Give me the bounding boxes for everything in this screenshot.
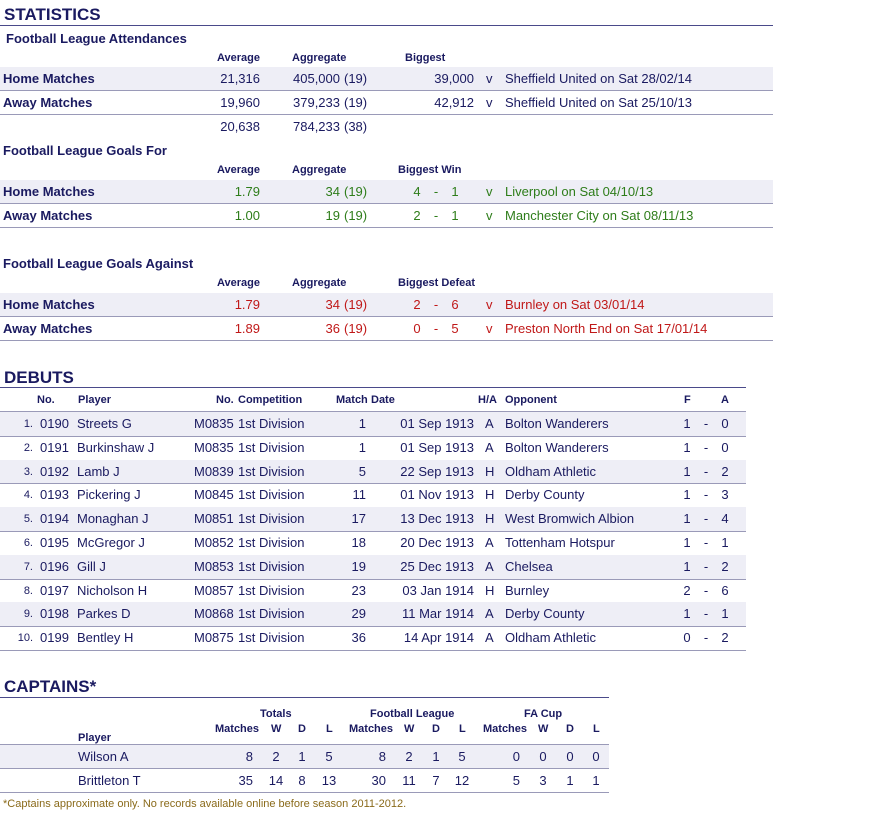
aggregate-value: 36	[325, 321, 340, 336]
totals-matches: 8	[245, 749, 253, 764]
average-total: 20,638	[220, 119, 260, 134]
score-dash: -	[433, 208, 439, 223]
match-date: 25 Dec 1913	[400, 558, 474, 574]
debut-row	[0, 507, 746, 531]
captains-header-cup-l: L	[593, 723, 600, 735]
totals-d: 1	[298, 749, 306, 764]
row-index: 9.	[23, 608, 33, 621]
score-against: 1	[721, 606, 729, 622]
competition: 1st Division	[238, 558, 305, 574]
match-date: 11 Mar 1914	[401, 606, 474, 622]
cup-d: 1	[566, 773, 574, 788]
biggest-detail: Liverpool on Sat 04/10/13	[505, 184, 654, 199]
match-number: M0839	[194, 463, 234, 479]
player-number: 0190	[40, 416, 69, 431]
debut-row	[0, 626, 746, 650]
goals-against-row-home	[0, 293, 773, 317]
score-for: 1	[683, 487, 691, 503]
score-against: 4	[721, 511, 729, 527]
score-for: 4	[413, 184, 421, 199]
score-against: 5	[451, 321, 459, 336]
goals-against-header-aggregate: Aggregate	[292, 277, 347, 289]
match-number: M0851	[194, 511, 234, 527]
captains-title-rule	[0, 697, 609, 698]
score-dash: -	[703, 487, 709, 503]
biggest-detail: Sheffield United on Sat 28/02/14	[505, 71, 692, 86]
debut-row	[0, 412, 746, 436]
competition: 1st Division	[238, 535, 305, 550]
row-label: Away Matches	[3, 321, 93, 336]
row-index: 3.	[23, 465, 33, 478]
captains-title: CAPTAINS*	[4, 677, 97, 696]
totals-matches: 35	[238, 773, 253, 788]
home-away: H	[485, 463, 495, 479]
home-away: A	[485, 416, 494, 431]
match-date: 01 Nov 1913	[400, 487, 474, 503]
score-against: 0	[721, 416, 729, 431]
goals-for-row-home	[0, 180, 773, 204]
statistics-title: STATISTICS	[4, 5, 101, 24]
debuts-header-ha: H/A	[478, 394, 497, 406]
score-dash: -	[703, 558, 709, 574]
score-for: 2	[413, 208, 421, 223]
opponent: Chelsea	[505, 558, 553, 574]
match-number: M0875	[194, 630, 234, 646]
score-against: 6	[721, 582, 729, 598]
match-number: M0845	[194, 487, 234, 503]
home-away: A	[485, 558, 494, 574]
opponent: Derby County	[505, 606, 585, 622]
biggest-value: 39,000	[434, 71, 474, 86]
captains-header-player: Player	[78, 732, 112, 744]
home-away: H	[485, 582, 495, 598]
captains-header-totals-matches: Matches	[215, 723, 260, 735]
opponent: Burnley	[505, 582, 550, 598]
match-date: 01 Sep 1913	[400, 416, 474, 431]
debuts-header-player: Player	[78, 394, 112, 406]
row-divider	[0, 227, 773, 228]
versus-label: v	[486, 208, 493, 223]
row-divider	[0, 792, 609, 793]
match-in-season: 5	[358, 463, 366, 479]
score-against: 2	[721, 630, 729, 646]
aggregate-count: (19)	[344, 321, 368, 336]
aggregate-total-count: (38)	[344, 119, 368, 134]
totals-l: 13	[321, 773, 337, 788]
score-for: 0	[683, 630, 691, 646]
captains-header-league-matches: Matches	[349, 723, 394, 735]
debut-row	[0, 483, 746, 507]
row-label: Home Matches	[3, 71, 95, 86]
score-for: 1	[683, 416, 691, 431]
biggest-detail: Burnley on Sat 03/01/14	[505, 297, 645, 312]
row-divider	[0, 650, 746, 651]
score-dash: -	[703, 582, 709, 598]
debuts-header-opponent: Opponent	[505, 394, 557, 406]
player-number: 0199	[40, 630, 69, 646]
goals-for-title: Football League Goals For	[3, 143, 167, 158]
score-for: 1	[683, 558, 691, 574]
attendances-title: Football League Attendances	[6, 31, 187, 46]
score-against: 1	[721, 535, 729, 550]
league-w: 11	[402, 773, 416, 788]
average-value: 1.89	[234, 321, 260, 336]
captains-header-cup-matches: Matches	[483, 723, 528, 735]
league-d: 1	[432, 749, 440, 764]
score-for: 0	[413, 321, 421, 336]
totals-l: 5	[325, 749, 333, 764]
aggregate-value: 405,000	[293, 71, 340, 86]
competition: 1st Division	[238, 511, 305, 527]
player-name: Pickering J	[77, 487, 141, 503]
debut-row	[0, 602, 746, 626]
average-value: 19,960	[220, 95, 260, 110]
aggregate-value: 379,233	[293, 95, 340, 110]
aggregate-count: (19)	[344, 71, 368, 86]
goals-against-header-average: Average	[217, 277, 261, 289]
score-against: 0	[721, 439, 729, 455]
home-away: H	[485, 487, 495, 503]
home-away: A	[485, 630, 494, 646]
match-number: M0835	[194, 416, 234, 431]
biggest-detail: Preston North End on Sat 17/01/14	[505, 321, 708, 336]
competition: 1st Division	[238, 582, 305, 598]
player-number: 0196	[40, 558, 69, 574]
goals-for-header-aggregate: Aggregate	[292, 164, 347, 176]
player-name: Lamb J	[77, 463, 120, 479]
average-value: 1.00	[234, 208, 260, 223]
score-dash: -	[703, 630, 709, 646]
aggregate-value: 34	[325, 297, 340, 312]
debut-row	[0, 436, 746, 460]
aggregate-count: (19)	[344, 184, 368, 199]
captains-header-cup-w: W	[538, 723, 549, 735]
opponent: Oldham Athletic	[505, 630, 597, 646]
biggest-detail: Sheffield United on Sat 25/10/13	[505, 95, 692, 110]
player-name: Monaghan J	[77, 511, 149, 527]
attendances-row-away	[0, 91, 773, 115]
row-divider	[0, 411, 746, 412]
cup-w: 0	[539, 749, 547, 764]
score-against: 1	[451, 184, 459, 199]
debuts-header-match: Match	[336, 394, 368, 406]
opponent: Oldham Athletic	[505, 463, 597, 479]
score-dash: -	[703, 439, 709, 455]
opponent: Tottenham Hotspur	[505, 535, 615, 550]
match-number: M0857	[194, 582, 234, 598]
captains-header-totals-l: L	[326, 723, 333, 735]
goals-for-header-biggest: Biggest Win	[398, 164, 462, 176]
opponent: Derby County	[505, 487, 585, 503]
score-for: 2	[683, 582, 691, 598]
captains-group-cup: FA Cup	[524, 708, 563, 720]
player-number: 0198	[40, 606, 69, 622]
row-index: 4.	[23, 489, 33, 502]
score-for: 2	[413, 297, 421, 312]
biggest-value: 42,912	[434, 95, 474, 110]
match-date: 20 Dec 1913	[400, 535, 474, 550]
captains-header-league-d: D	[432, 723, 440, 735]
player-name: Parkes D	[77, 606, 131, 622]
player-number: 0191	[40, 439, 69, 455]
debut-row	[0, 460, 746, 484]
goals-for-row-away	[0, 204, 773, 228]
score-against: 2	[721, 463, 729, 479]
score-for: 1	[683, 535, 691, 550]
match-date: 14 Apr 1914	[403, 630, 474, 646]
row-index: 6.	[23, 537, 33, 549]
match-number: M0835	[194, 439, 234, 455]
debuts-title-rule	[0, 387, 746, 388]
aggregate-count: (19)	[344, 297, 368, 312]
score-against: 6	[451, 297, 459, 312]
attendances-row-home	[0, 67, 773, 91]
debuts-header-match-no: No.	[216, 394, 234, 406]
player-number: 0194	[40, 511, 69, 527]
goals-against-row-away	[0, 317, 773, 341]
captains-header-league-w: W	[404, 723, 415, 735]
debuts-header-date: Date	[371, 394, 395, 406]
row-label: Away Matches	[3, 208, 93, 223]
attendances-header-biggest: Biggest	[405, 52, 446, 64]
attendances-header-average: Average	[217, 52, 261, 64]
player-number: 0195	[40, 535, 69, 550]
competition: 1st Division	[238, 487, 305, 503]
league-w: 2	[405, 749, 413, 764]
league-l: 5	[458, 749, 466, 764]
score-dash: -	[703, 511, 709, 527]
row-index: 8.	[23, 584, 33, 597]
score-for: 1	[683, 606, 691, 622]
cup-d: 0	[566, 749, 574, 764]
match-date: 03 Jan 1914	[402, 582, 474, 598]
competition: 1st Division	[238, 606, 305, 622]
match-in-season: 17	[351, 511, 366, 527]
debuts-header-no: No.	[37, 394, 55, 406]
row-index: 10.	[17, 632, 33, 645]
versus-label: v	[486, 321, 493, 336]
versus-label: v	[486, 71, 493, 86]
captains-header-totals-d: D	[298, 723, 306, 735]
versus-label: v	[486, 297, 493, 312]
match-in-season: 36	[351, 630, 366, 646]
captain-row	[0, 745, 609, 769]
debuts-title: DEBUTS	[4, 368, 74, 387]
captains-group-totals: Totals	[260, 708, 292, 720]
match-date: 01 Sep 1913	[400, 439, 474, 455]
score-dash: -	[703, 535, 709, 550]
average-value: 1.79	[234, 184, 260, 199]
average-value: 21,316	[220, 71, 260, 86]
competition: 1st Division	[238, 439, 305, 455]
match-date: 22 Sep 1913	[400, 463, 474, 479]
captains-header-cup-d: D	[566, 723, 574, 735]
row-index: 7.	[23, 560, 33, 573]
league-d: 7	[432, 773, 440, 788]
score-dash: -	[433, 297, 439, 312]
score-for: 1	[683, 463, 691, 479]
league-matches: 8	[378, 749, 386, 764]
score-against: 1	[451, 208, 459, 223]
match-number: M0852	[194, 535, 234, 550]
match-in-season: 1	[358, 416, 366, 431]
match-in-season: 29	[351, 606, 366, 622]
home-away: A	[485, 535, 494, 550]
row-label: Away Matches	[3, 95, 93, 110]
match-in-season: 23	[351, 582, 366, 598]
row-index: 2.	[23, 441, 33, 454]
totals-d: 8	[298, 773, 306, 788]
match-in-season: 1	[358, 439, 366, 455]
league-matches: 30	[371, 773, 386, 788]
score-dash: -	[433, 321, 439, 336]
competition: 1st Division	[238, 630, 305, 646]
aggregate-value: 34	[325, 184, 340, 199]
debuts-header-a: A	[721, 394, 729, 406]
player-number: 0193	[40, 487, 69, 503]
competition: 1st Division	[238, 463, 305, 479]
captain-name: Wilson A	[78, 749, 129, 764]
versus-label: v	[486, 184, 493, 199]
home-away: A	[485, 439, 494, 455]
aggregate-count: (19)	[344, 95, 368, 110]
score-against: 2	[721, 558, 729, 574]
match-in-season: 19	[351, 558, 366, 574]
home-away: H	[485, 511, 495, 527]
score-dash: -	[703, 606, 709, 622]
captain-name: Brittleton T	[78, 773, 141, 788]
match-date: 13 Dec 1913	[400, 511, 474, 527]
opponent: Bolton Wanderers	[505, 416, 609, 431]
goals-for-header-average: Average	[217, 164, 261, 176]
aggregate-count: (19)	[344, 208, 368, 223]
opponent: Bolton Wanderers	[505, 439, 609, 455]
cup-l: 0	[592, 749, 600, 764]
totals-w: 2	[272, 749, 280, 764]
aggregate-value: 19	[325, 208, 340, 223]
player-name: Streets G	[77, 416, 132, 431]
score-dash: -	[703, 463, 709, 479]
league-l: 12	[454, 773, 470, 788]
player-name: Gill J	[77, 558, 106, 574]
attendances-row-total	[0, 115, 773, 139]
statistics-title-rule	[0, 25, 773, 26]
captains-header-league-l: L	[459, 723, 466, 735]
captains-footnote: *Captains approximate only. No records available online before season 2011-2012.	[3, 798, 407, 810]
score-against: 3	[721, 487, 729, 503]
attendances-header-aggregate: Aggregate	[292, 52, 347, 64]
row-label: Home Matches	[3, 184, 95, 199]
debut-row	[0, 531, 746, 555]
debuts-header-competition: Competition	[238, 394, 303, 406]
aggregate-total: 784,233	[293, 119, 340, 134]
cup-w: 3	[539, 773, 547, 788]
biggest-detail: Manchester City on Sat 08/11/13	[505, 208, 694, 223]
player-name: Bentley H	[77, 630, 134, 646]
captain-row	[0, 769, 609, 793]
row-index: 1.	[23, 418, 33, 430]
match-in-season: 18	[351, 535, 366, 550]
row-label: Home Matches	[3, 297, 95, 312]
match-in-season: 11	[352, 487, 366, 503]
debut-row	[0, 579, 746, 603]
debut-row	[0, 555, 746, 579]
captains-group-league: Football League	[370, 708, 455, 720]
captains-header-totals-w: W	[271, 723, 282, 735]
goals-against-title: Football League Goals Against	[3, 256, 194, 271]
opponent: West Bromwich Albion	[505, 511, 635, 527]
match-number: M0853	[194, 558, 234, 574]
score-dash: -	[433, 184, 439, 199]
totals-w: 14	[268, 773, 284, 788]
player-name: Nicholson H	[77, 582, 148, 598]
player-number: 0197	[40, 582, 69, 598]
average-value: 1.79	[234, 297, 260, 312]
cup-l: 1	[592, 773, 600, 788]
cup-matches: 0	[512, 749, 520, 764]
score-dash: -	[703, 416, 709, 431]
match-number: M0868	[194, 606, 234, 622]
competition: 1st Division	[238, 416, 305, 431]
home-away: A	[485, 606, 494, 622]
player-number: 0192	[40, 463, 69, 479]
row-divider	[0, 340, 773, 341]
goals-against-header-biggest: Biggest Defeat	[398, 277, 476, 289]
player-name: McGregor J	[77, 535, 145, 550]
row-index: 5.	[23, 513, 33, 526]
debuts-header-f: F	[684, 394, 691, 406]
score-for: 1	[683, 511, 691, 527]
versus-label: v	[486, 95, 493, 110]
player-name: Burkinshaw J	[77, 439, 155, 455]
score-for: 1	[683, 439, 691, 455]
cup-matches: 5	[512, 773, 520, 788]
